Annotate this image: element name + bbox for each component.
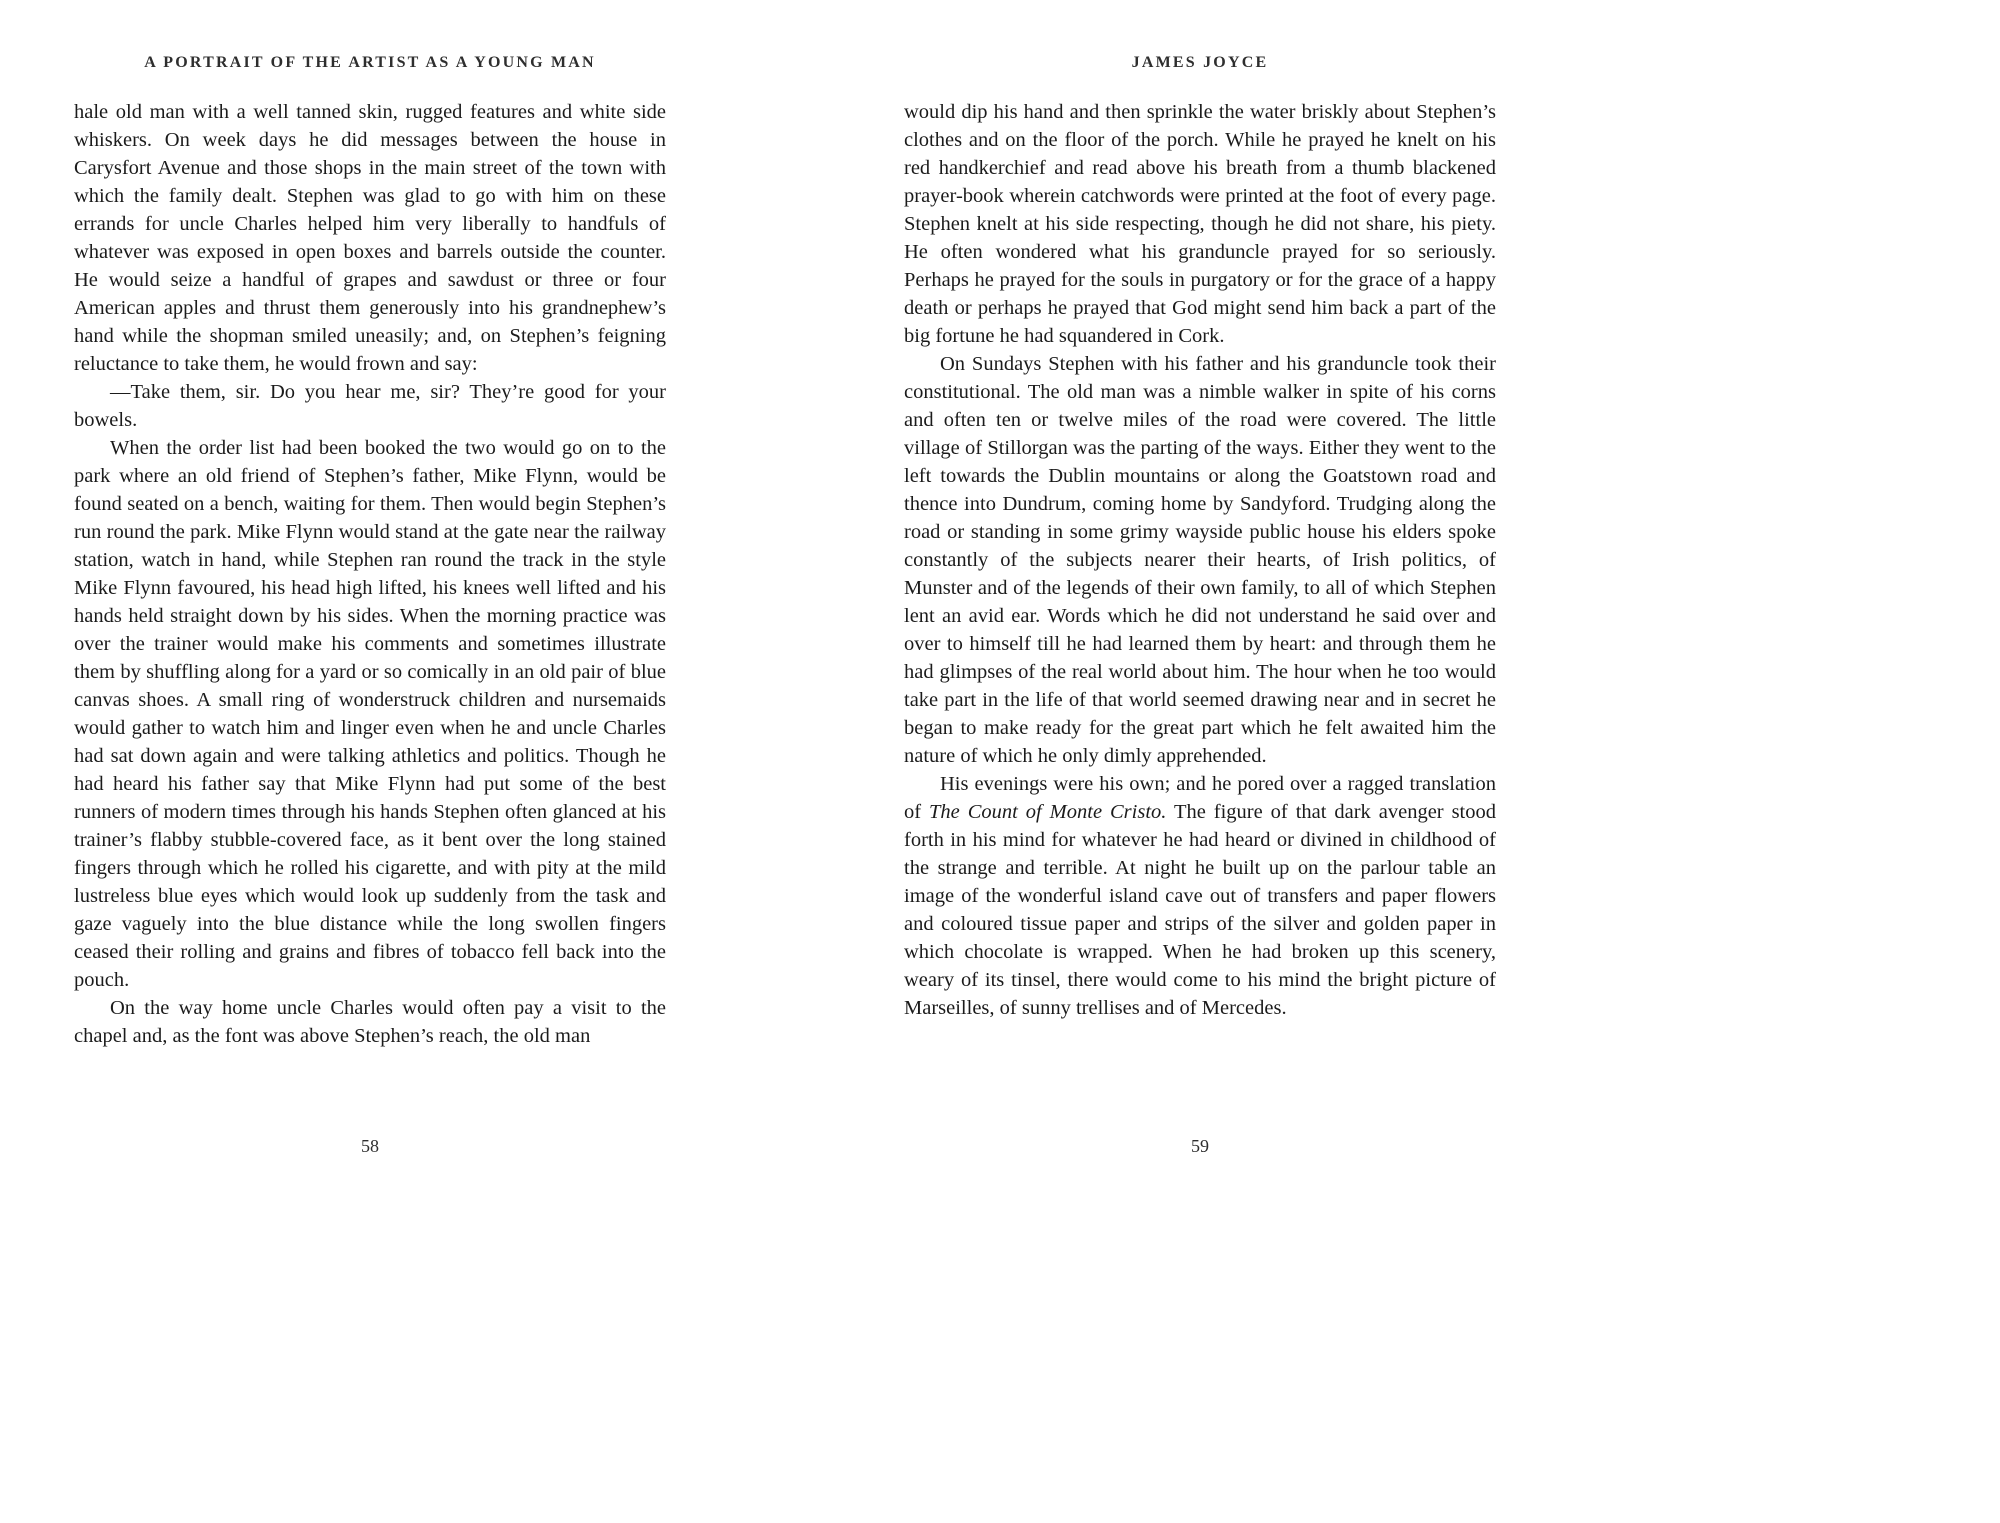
body-text: would dip his hand and then sprinkle the water briskly about Stephen’s clothes and on the floor of the porch. While he prayed he knelt on his red handkerchief and read above his breath from a thumb blackened prayer-book wherein catchwords were printed at the foot of every page. Stephen knelt at his side respecting, though he did not share, his piety. He often wondered what his granduncle prayed for so seriously. Perhaps he prayed for the souls in purgatory or for the grace of a happy death or perhaps he prayed that God might send him back a part of the big fortune he had squandered in Cork. (904, 101, 1496, 347)
left-page-text (74, 98, 666, 1050)
body-text: On Sundays Stephen with his father and his granduncle took their constitutional. The old man was a nimble walker in spite of his corns and often ten or twelve miles of the road were covered. The little village of Stillorgan was the parting of the ways. Either they went to the left towards the Dublin mountains or along the Goatstown road and thence into Dundrum, coming home by Sandyford. Trudging along the road or standing in some grimy wayside public house his elders spoke constantly of the subjects nearer their hearts, of Irish politics, of Munster and of the legends of their own family, to all of which Stephen lent an avid ear. Words which he did not understand he said over and over to himself till he had learned them by heart: and through them he had glimpses of the real world about him. The hour when he too would take part in the life of that world seemed drawing near and in secret he began to make ready for the great part which he felt awaited him the nature of which he only dimly apprehended. (904, 353, 1496, 767)
body-text: When the order list had been booked the two would go on to the park where an old friend of Stephen’s father, Mike Flynn, would be found seated on a bench, waiting for them. Then would begin Stephen’s run round the park. Mike Flynn would stand at the gate near the railway station, watch in hand, while Stephen ran round the track in the style Mike Flynn favoured, his head high lifted, his knees well lifted and his hands held straight down by his sides. When the morning practice was over the trainer would make his comments and sometimes illustrate them by shuffling along for a yard or so comically in an old pair of blue canvas shoes. A small ring of wonderstruck children and nursemaids would gather to watch him and linger even when he and uncle Charles had sat down again and were talking athletics and politics. Though he had heard his father say that Mike Flynn had put some of the best runners of modern times through his hands Stephen often glanced at his trainer’s flabby stubble-covered face, as it bent over the long stained fingers through which he rolled his cigarette, and with pity at the mild lustreless blue eyes which would look up suddenly from the task and gaze vaguely into the blue distance while the long swollen fingers ceased their rolling and grains and fibres of tobacco fell back into the pouch. (74, 437, 666, 991)
right-page-text (904, 98, 1496, 1022)
paragraph (74, 98, 666, 378)
paragraph (904, 350, 1496, 770)
right-page (904, 0, 1496, 1523)
paragraph (74, 378, 666, 434)
running-header-book-title: A PORTRAIT OF THE ARTIST AS A YOUNG MAN (144, 54, 596, 71)
paragraph (74, 434, 666, 994)
paragraph (904, 98, 1496, 350)
body-text: On the way home uncle Charles would often pay a visit to the chapel and, as the font was above Stephen’s reach, the old man (74, 997, 666, 1047)
right-page-number: 59 (1191, 1136, 1209, 1156)
body-text: The figure of that dark avenger stood forth in his mind for whatever he had heard or divined in childhood of the strange and terrible. At night he built up on the parlour table an image of the wonderful island cave out of transfers and paper flowers and coloured tissue paper and strips of the silver and golden paper in which chocolate is wrapped. When he had broken up this scenery, weary of its tinsel, there would come to his mind the bright picture of Marseilles, of sunny trellises and of Mercedes. (904, 801, 1496, 1019)
paragraph (74, 994, 666, 1050)
italic-book-title-text: The Count of Monte Cristo. (929, 801, 1167, 823)
running-header-author: JAMES JOYCE (1131, 54, 1269, 71)
left-page (74, 0, 666, 1523)
left-page-number: 58 (361, 1136, 379, 1156)
body-text: —Take them, sir. Do you hear me, sir? They’re good for your bowels. (74, 381, 666, 431)
body-text: hale old man with a well tanned skin, rugged features and white side whiskers. On week days he did messages between the house in Carysfort Avenue and those shops in the main street of the town with which the family dealt. Stephen was glad to go with him on these errands for uncle Charles helped him very liberally to handfuls of whatever was exposed in open boxes and barrels outside the counter. He would seize a handful of grapes and sawdust or three or four American apples and thrust them generously into his grandnephew’s hand while the shopman smiled uneasily; and, on Stephen’s feigning reluctance to take them, he would frown and say: (74, 101, 666, 375)
body-text: His evenings were his own; and he pored over a ragged translation of (904, 773, 1496, 823)
paragraph (904, 770, 1496, 1022)
